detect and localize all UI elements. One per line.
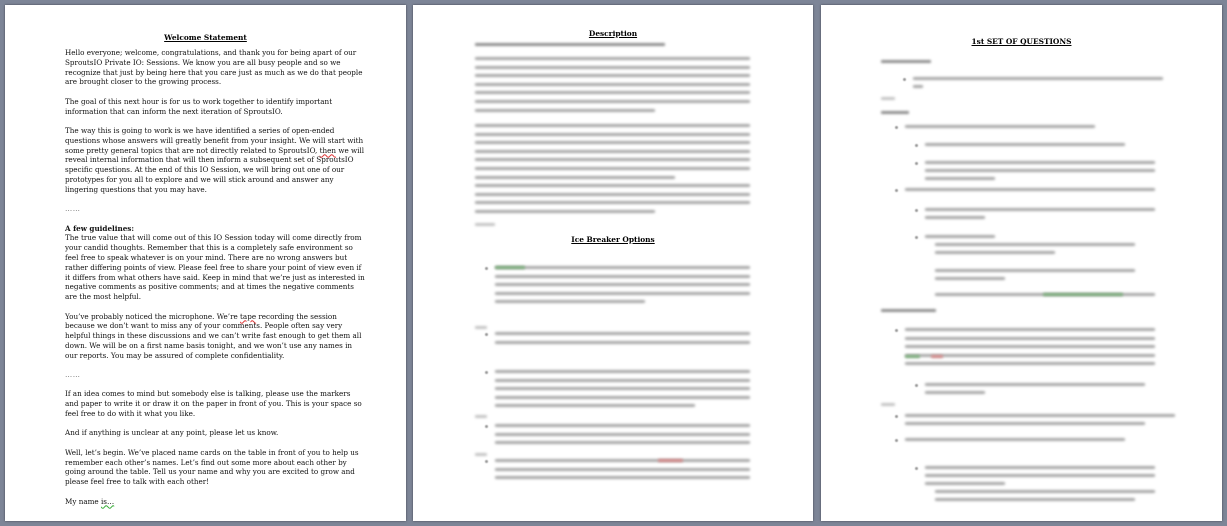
blurred-text-line xyxy=(658,459,683,462)
blurred-text-line xyxy=(475,124,750,127)
blurred-text-line xyxy=(925,143,1125,146)
bullet-icon xyxy=(485,333,488,336)
blurred-text-line xyxy=(475,176,675,179)
document-page-3 xyxy=(821,5,1222,521)
blurred-text-line xyxy=(905,438,1125,441)
blurred-text-line xyxy=(475,91,750,94)
blurred-text-line xyxy=(475,210,655,213)
bullet-icon xyxy=(915,467,918,470)
paragraph-process: The way this is going to work is we have identified a series of open-ended questions whose answers will greatly benefit from your insight. We will start with some pretty general topics that are not directly related to SproutsIO, then we will reveal internal information that will then inform a subsequent set of SproutsIO specific questions. At the end of this IO Session, we will bring out one of our prototypes for you all to explore and we will stick around and answer any lingering questions that you may have. xyxy=(65,125,365,194)
description-title: Description xyxy=(588,29,638,38)
blurred-text-line xyxy=(1043,293,1123,296)
paragraph-ideas: If an idea comes to mind but somebody else is talking, please use the markers and paper to write it or draw it on the paper in front of you. This is your space so feel free to do with it what you like. xyxy=(65,389,362,419)
blurred-text-line xyxy=(881,111,909,114)
blurred-text-line xyxy=(495,404,695,407)
blurred-text-line xyxy=(495,459,750,462)
blurred-text-line xyxy=(475,141,750,144)
blurred-text-line xyxy=(495,275,750,278)
blurred-text-line xyxy=(495,379,750,382)
blurred-text-line xyxy=(495,468,750,471)
blurred-text-line xyxy=(925,169,1155,172)
blurred-text-line xyxy=(495,396,750,399)
paragraph-intro: Hello everyone; welcome, congratulations, and thank you for being apart of our SproutsIO Private IO: Sessions. We know you are all busy people and so we recognize that just by being here that you care just as much as we do that people are brought closer to the growing process. xyxy=(65,48,363,87)
bullet-icon xyxy=(915,384,918,387)
blurred-text-line xyxy=(495,341,750,344)
blurred-text-line xyxy=(475,74,750,77)
blurred-text-line xyxy=(881,403,895,406)
blurred-text-line xyxy=(475,193,750,196)
blurred-text-line xyxy=(935,277,1005,280)
paragraph-unclear: And if anything is unclear at any point, please let us know. xyxy=(65,428,279,438)
blurred-text-line xyxy=(925,466,1155,469)
guidelines-heading: A few guidelines: xyxy=(65,223,134,233)
bullet-icon xyxy=(915,144,918,147)
blurred-text-line xyxy=(925,482,1005,485)
blurred-text-line xyxy=(925,161,1155,164)
blurred-text-line xyxy=(475,57,750,60)
blurred-text-line xyxy=(475,158,750,161)
blurred-text-line xyxy=(495,441,750,444)
bullet-icon xyxy=(895,189,898,192)
blurred-text-line xyxy=(925,474,1155,477)
blurred-text-line xyxy=(905,337,1155,340)
paragraph-guidelines: The true value that will come out of this IO Session today will come directly from your candid thoughts. Remember that this is a completely safe environment so feel free to speak whatever is on your mind. There are no wrong answers but rather differing points of view. Please feel free to share your point of view even if it differs from what others have said. Keep in mind that we’re just as interested in negative comments as positive comments; and at times the negative comments are the most helpful. xyxy=(65,233,365,302)
blurred-text-line xyxy=(495,300,645,303)
bullet-icon xyxy=(895,439,898,442)
bullet-icon xyxy=(485,425,488,428)
blurred-text-line xyxy=(905,362,1155,365)
paragraph-begin: Well, let’s begin. We’ve placed name cards on the table in front of you to help us remember each other’s names. Let’s find out some more about each other by going around the table. Tell us your name and why you are excited to grow and please feel free to talk with each other! xyxy=(65,447,359,487)
bullet-icon xyxy=(903,78,906,81)
blurred-text-line xyxy=(475,100,750,103)
blurred-text-line xyxy=(881,97,895,100)
blurred-text-line xyxy=(925,177,995,180)
blurred-text-line xyxy=(905,422,1145,425)
blurred-text-line xyxy=(931,355,943,358)
bullet-icon xyxy=(915,236,918,239)
blurred-text-line xyxy=(925,383,1145,386)
bullet-icon xyxy=(485,460,488,463)
document-page-2 xyxy=(413,5,813,521)
bullet-icon xyxy=(895,415,898,418)
blurred-text-line xyxy=(935,243,1135,246)
blurred-text-line xyxy=(475,66,750,69)
blurred-text-line xyxy=(495,476,750,479)
blurred-text-line xyxy=(475,150,750,153)
blurred-text-line xyxy=(925,391,985,394)
paragraph-recording: You’ve probably noticed the microphone. We’re tape recording the session because we don’t want to miss any of your comments. People often say very helpful things in these discussions and we can’t write fast enough to get them all down. We will be on a first name basis tonight, and we won’t use any names in our reports. You may be assured of complete confidentiality. xyxy=(65,311,362,360)
blurred-text-line xyxy=(475,223,495,226)
blurred-text-line xyxy=(475,415,487,418)
blurred-text-line xyxy=(495,266,750,269)
blurred-text-line xyxy=(475,109,655,112)
blurred-text-line xyxy=(495,283,750,286)
welcome-statement-body xyxy=(65,48,365,506)
paragraph-goal: The goal of this next hour is for us to work together to identify important information that can inform the next iteration of SproutsIO. xyxy=(65,96,333,116)
welcome-statement-title: Welcome Statement xyxy=(164,33,247,42)
paragraph-my-name: My name is… xyxy=(65,496,115,506)
blurred-text-line xyxy=(475,43,665,46)
blurred-text-line xyxy=(925,216,985,219)
blurred-text-line xyxy=(475,83,750,86)
blurred-text-line xyxy=(475,326,487,329)
blurred-text-line xyxy=(935,269,1135,272)
bullet-icon xyxy=(895,126,898,129)
separator: …… xyxy=(65,204,81,214)
blurred-text-line xyxy=(905,188,1155,191)
blurred-text-line xyxy=(881,309,936,312)
blurred-text-line xyxy=(905,328,1155,331)
blurred-text-line xyxy=(913,85,923,88)
blurred-text-line xyxy=(495,387,750,390)
document-page-1 xyxy=(5,5,406,521)
blurred-text-line xyxy=(475,453,487,456)
blurred-text-line xyxy=(925,235,995,238)
blurred-text-line xyxy=(881,60,931,63)
blurred-text-line xyxy=(905,345,1155,348)
separator: …… xyxy=(65,370,81,380)
blurred-text-line xyxy=(495,433,750,436)
blurred-text-line xyxy=(475,201,750,204)
blurred-text-line xyxy=(495,424,750,427)
blurred-text-line xyxy=(905,355,920,358)
questions-title: 1st SET OF QUESTIONS xyxy=(971,37,1072,46)
blurred-text-line xyxy=(475,184,750,187)
blurred-text-line xyxy=(475,133,750,136)
bullet-icon xyxy=(485,267,488,270)
blurred-text-line xyxy=(495,266,525,269)
blurred-text-line xyxy=(905,125,1095,128)
bullet-icon xyxy=(915,162,918,165)
blurred-text-line xyxy=(495,370,750,373)
blurred-text-line xyxy=(495,292,750,295)
ice-breaker-title: Ice Breaker Options xyxy=(571,235,655,244)
blurred-text-line xyxy=(925,208,1155,211)
blurred-text-line xyxy=(935,498,1135,501)
blurred-text-line xyxy=(495,332,750,335)
blurred-text-line xyxy=(935,251,1055,254)
bullet-icon xyxy=(895,329,898,332)
blurred-text-line xyxy=(475,167,750,170)
blurred-text-line xyxy=(913,77,1163,80)
blurred-text-line xyxy=(935,490,1155,493)
blurred-text-line xyxy=(905,414,1175,417)
bullet-icon xyxy=(485,371,488,374)
bullet-icon xyxy=(915,209,918,212)
